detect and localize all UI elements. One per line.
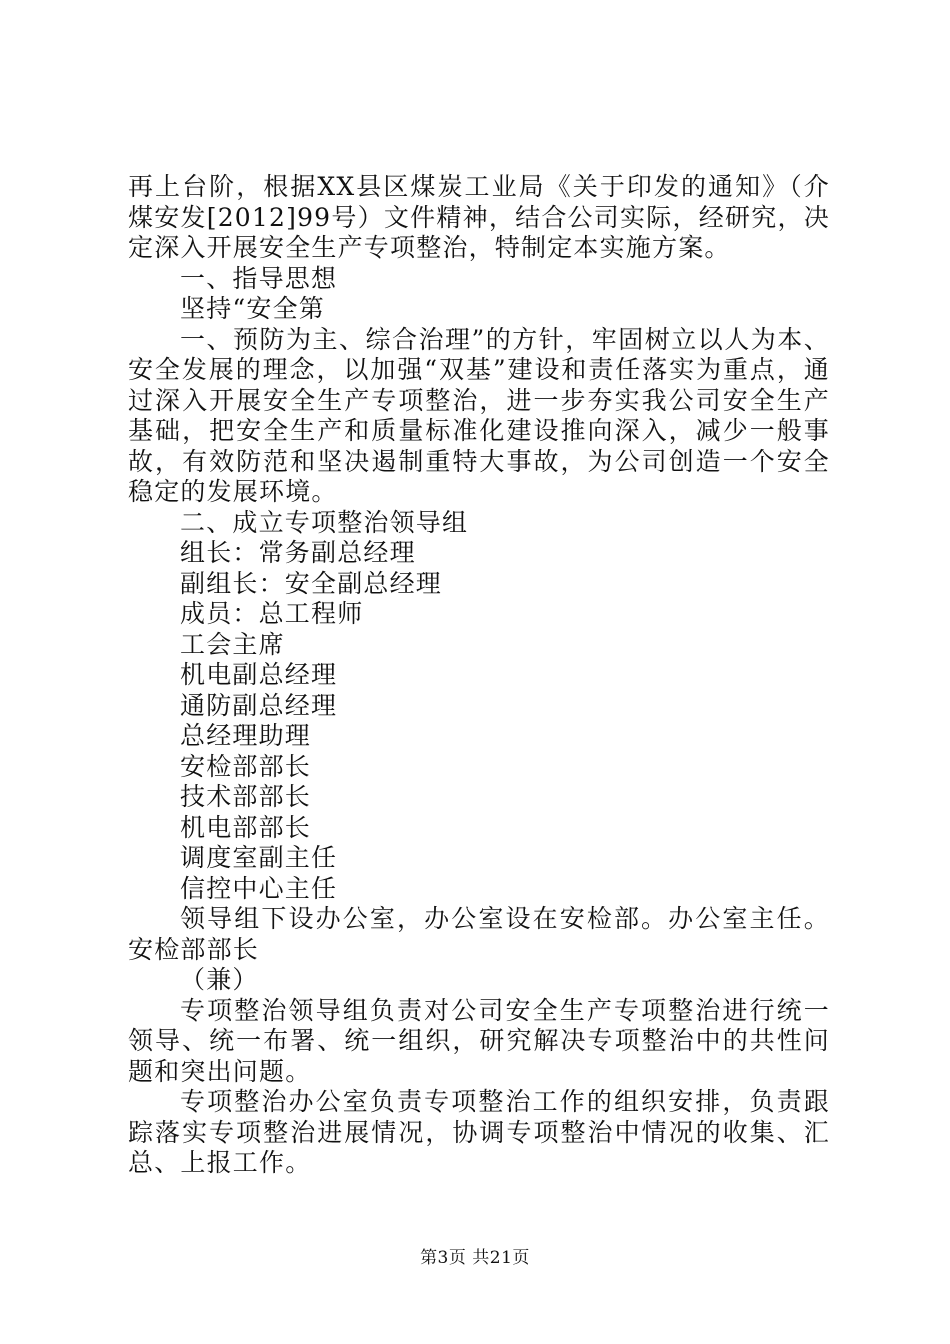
paragraph: 专项整治办公室负责专项整治工作的组织安排，负责跟踪落实专项整治进展情况，协调专项整治中情况的收集、汇总、上报工作。	[128, 1087, 830, 1177]
member-line: 通防副总经理	[180, 690, 338, 720]
paragraph: 专项整治领导组负责对公司安全生产专项整治进行统一领导、统一布署、统一组织，研究解决专项整治中的共性问题和突出问题。	[128, 995, 830, 1086]
member-line: 总经理助理	[180, 721, 312, 750]
member-line: 工会主席	[180, 629, 285, 659]
member-line: 机电副总经理	[180, 660, 338, 689]
paragraph: 领导组下设办公室，办公室设在安检部。办公室主任。安检部部长	[128, 904, 830, 964]
member-line: 技术部部长	[180, 782, 312, 811]
paragraph: （兼）	[180, 965, 259, 994]
member-line: 信控中心主任	[180, 873, 338, 903]
member-line: 安检部部长	[180, 751, 312, 781]
page-footer: 第3页 共21页	[420, 1248, 530, 1268]
paragraph: 坚持“安全第	[180, 294, 325, 323]
member-line: 副组长：安全副总经理	[180, 568, 443, 598]
paragraph: 一、预防为主、综合治理”的方针，牢固树立以人为本、安全发展的理念，以加强“双基”建设和责任落实为重点，通过深入开展安全生产专项整治，进一步夯实我公司安全生产基础，把安全生产和质量标准化建设推向深入，减少一般事故，有效防范和坚决遏制重特大事故，为公司创造一个安全稳定的发展环境。	[128, 324, 830, 506]
member-line: 机电部部长	[180, 812, 312, 842]
section-heading-guiding-ideology: 一、指导思想	[180, 263, 338, 293]
member-line: 成员：总工程师	[180, 599, 364, 628]
paragraph: 再上台阶，根据XX县区煤炭工业局《关于印发的通知》（介煤安发[2012]99号）文件精神，结合公司实际，经研究，决定深入开展安全生产专项整治，特制定本实施方案。	[128, 172, 830, 262]
member-line: 组长：常务副总经理	[180, 538, 416, 567]
document-body	[128, 172, 830, 1179]
section-heading-leadership-group: 二、成立专项整治领导组	[180, 507, 469, 537]
member-line: 调度室副主任	[180, 843, 338, 872]
